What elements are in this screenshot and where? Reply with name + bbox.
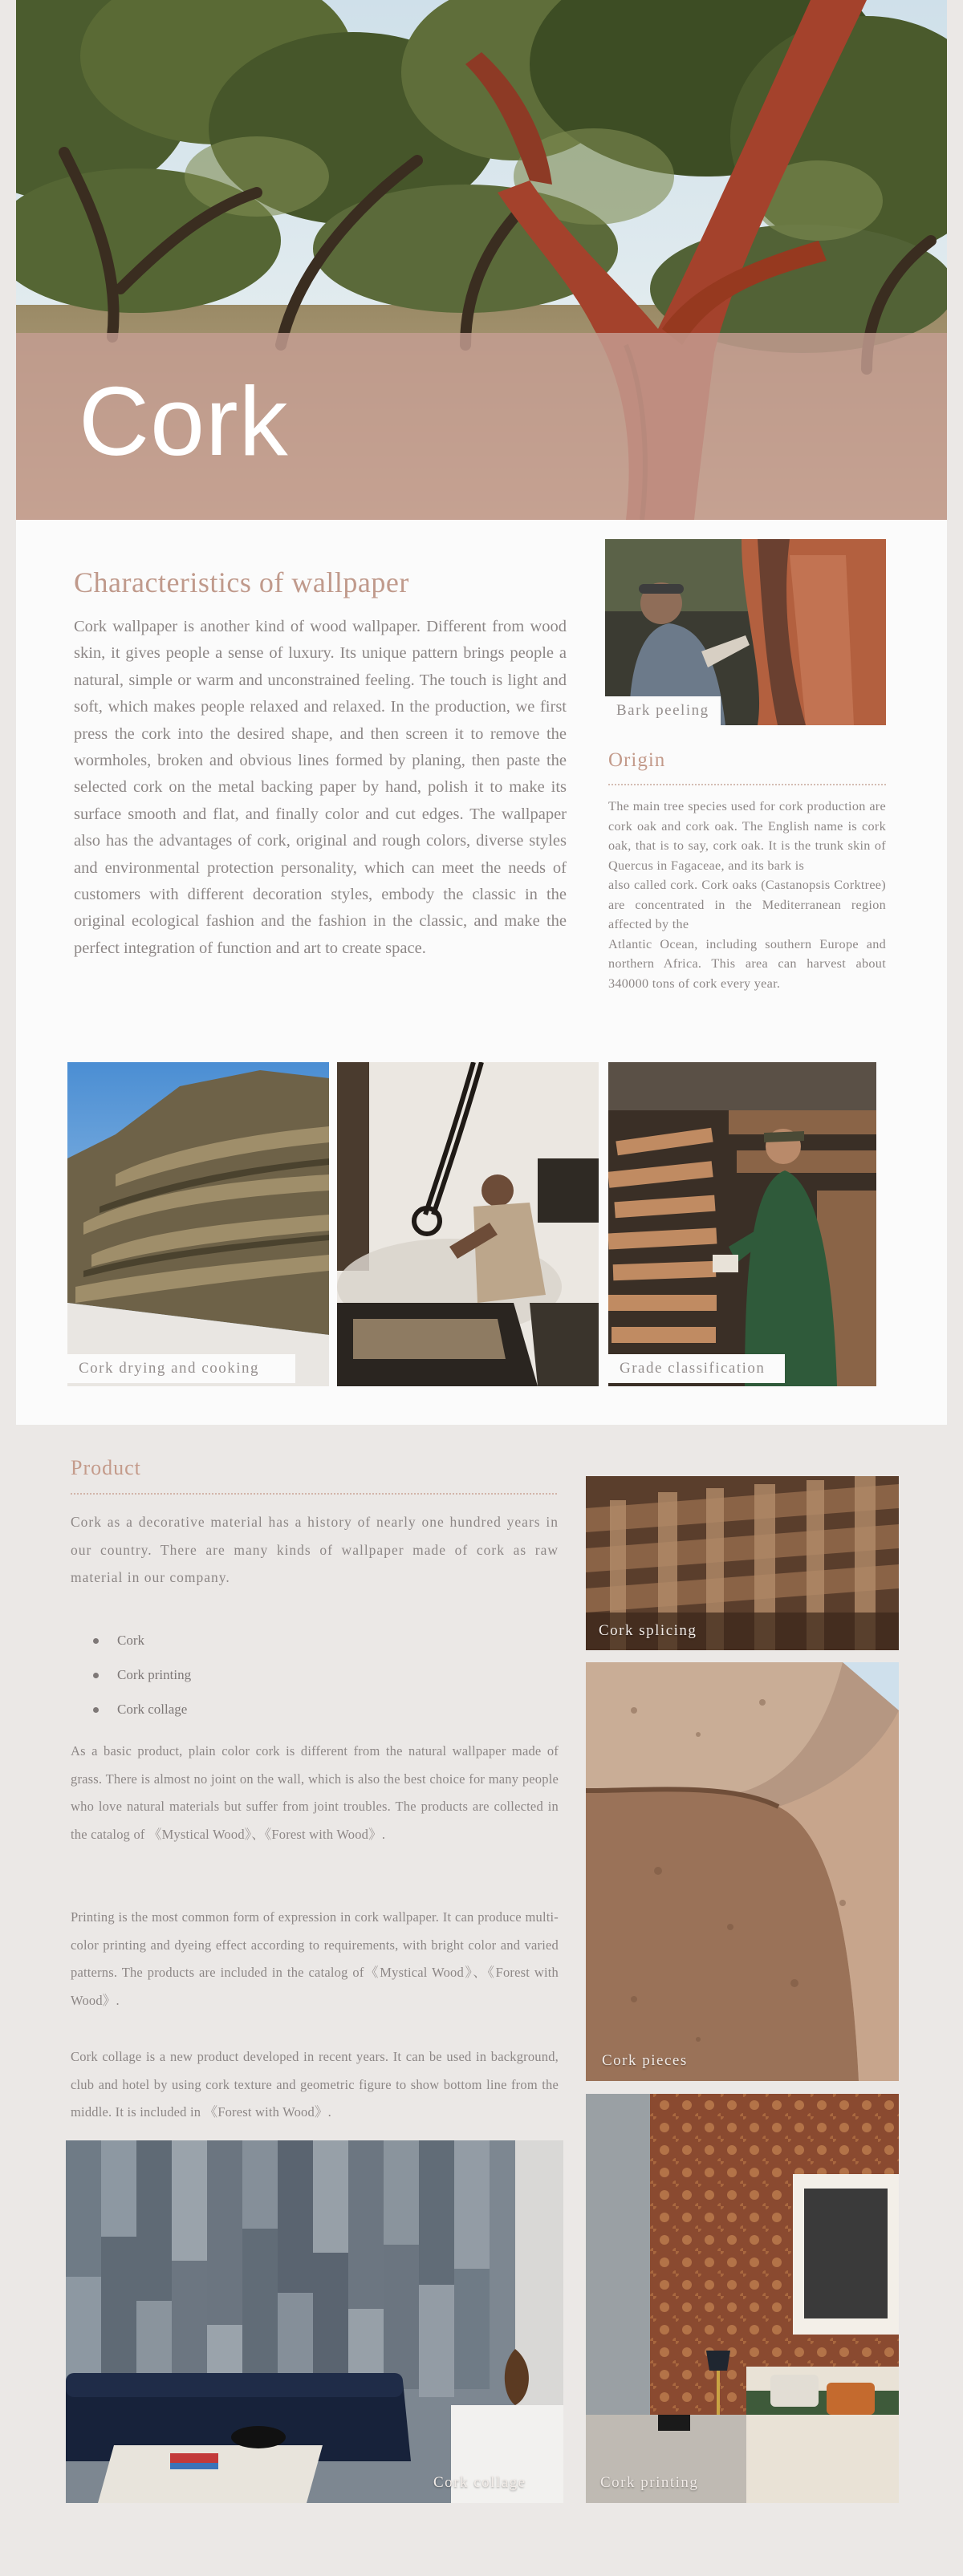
origin-title: Origin — [608, 749, 666, 771]
cork-collage-label: Cork collage — [433, 2474, 526, 2491]
product-divider — [71, 1493, 557, 1495]
product-title: Product — [71, 1456, 141, 1479]
cork-splicing-photo — [586, 1476, 899, 1650]
product-list — [93, 1623, 191, 1726]
product-plain-paragraph: As a basic product, plain color cork is different from the natural wallpaper made of grass. There is almost no joint on the wall, which is also the best choice for many people who love natural materials but suffer from joint troubles. The products are collected in the catalog of 《Mystical Wood》、《Forest with Wood》. — [71, 1743, 559, 1842]
cork-printing-photo — [586, 2094, 899, 2503]
cork-printing-label: Cork printing — [600, 2474, 699, 2491]
cork-boiling-photo — [337, 1062, 599, 1386]
characteristics-title: Characteristics of wallpaper — [74, 566, 409, 598]
cork-drying-photo — [67, 1062, 329, 1386]
page-sheet — [16, 0, 947, 2576]
hero-banner — [16, 0, 947, 520]
grade-classification-photo — [608, 1062, 876, 1386]
product-collage-paragraph: Cork collage is a new product developed in recent years. It can be used in background, club and hotel by using cork texture and geometric figure to show bottom line from the middle. It is included in 《Forest with Wood》. — [71, 2049, 559, 2120]
bark-peeling-photo — [605, 539, 886, 725]
hero-title: Cork — [79, 367, 289, 476]
cork-pieces-label: Cork pieces — [602, 2052, 688, 2069]
origin-body: The main tree species used for cork production are cork oak and cork oak. The English name is cork oak, that is to say, cork oak. It is the trunk skin of Quercus in Fagaceae, and its bark is also called cork. Cork oaks (Castanopsis Corktree) are concentrated in the Mediterranean region affected by the Atlantic Ocean, including southern Europe and northern Africa. This area can harvest about 340000 tons of cork every year. — [608, 799, 886, 991]
product-printing-paragraph: Printing is the most common form of expression in cork wallpaper. It can produce multi-color printing and dyeing effect according to requirements, with bright color and varied patterns. The products are included in the catalog of《Mystical Wood》、《Forest with Wood》. — [71, 1909, 559, 2008]
list-item: Cork collage — [93, 1692, 191, 1726]
origin-divider — [608, 784, 886, 785]
bark-peeling-caption: Bark peeling — [605, 696, 721, 725]
list-item: Cork — [93, 1623, 191, 1657]
cork-drying-caption: Cork drying and cooking — [67, 1354, 295, 1383]
product-intro: Cork as a decorative material has a history of nearly one hundred years in our country. There are many kinds of wallpaper made of cork as raw material in our company. — [71, 1514, 559, 1585]
grade-classification-caption: Grade classification — [608, 1354, 785, 1383]
cork-collage-photo — [66, 2140, 563, 2503]
cork-splicing-label: Cork splicing — [599, 1622, 697, 1639]
list-item: Cork printing — [93, 1657, 191, 1692]
cork-pieces-photo — [586, 1662, 899, 2081]
characteristics-body: Cork wallpaper is another kind of wood wallpaper. Different from wood skin, it gives people a sense of luxury. Its unique pattern brings people a natural, simple or warm and unconstrained feeling. The touch is light and soft, which makes people relaxed and relaxed. In the production, we first press the cork into the desired shape, and then screen it to remove the wormholes, broken and obvious lines formed by planing, then paste the selected cork on the metal backing paper by hand, polish it to make its surface smooth and flat, and finally color and cut edges. The wallpaper also has the advantages of cork, original and rough colors, diverse styles and environmental protection personality, which can meet the needs of customers with different decoration styles, embody the classic in the original ecological fashion and the fashion in the classic, and make the perfect integration of function and art to create space. — [74, 618, 567, 957]
